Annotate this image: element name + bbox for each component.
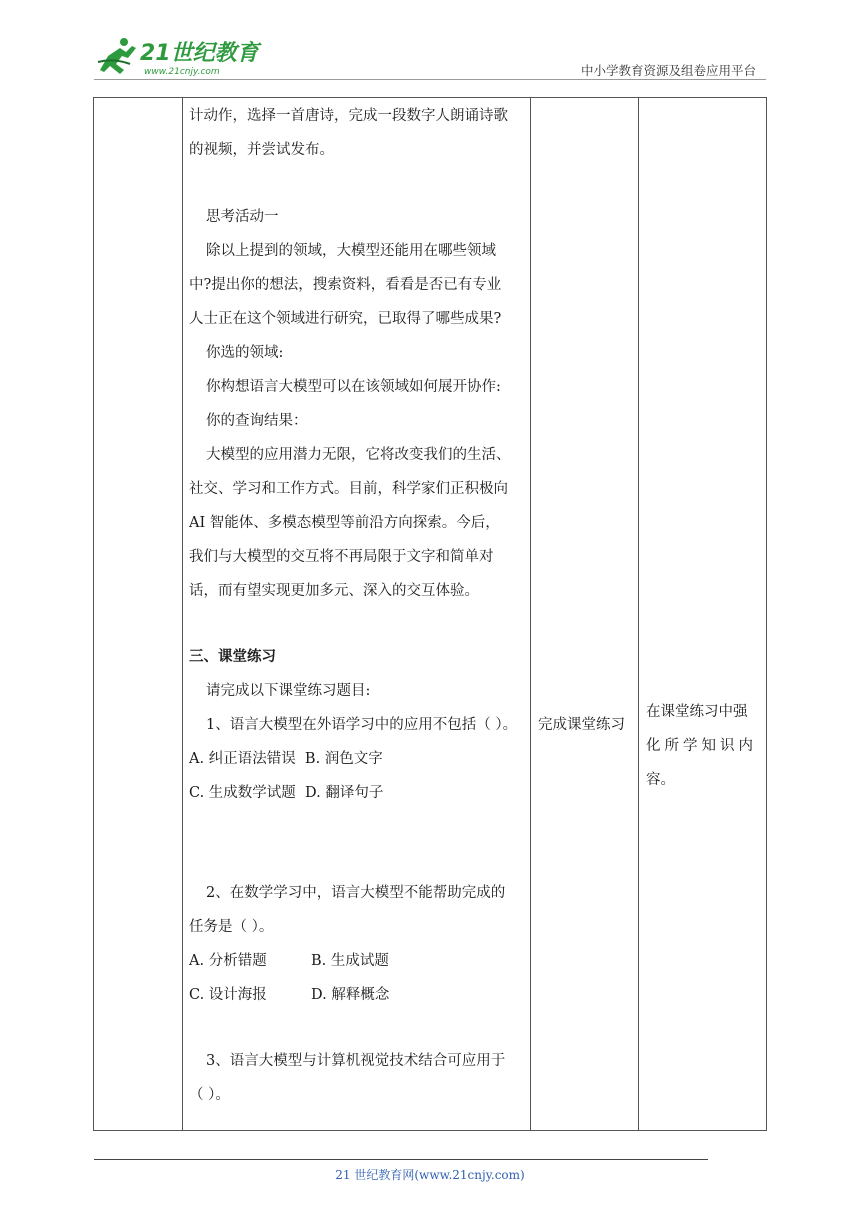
column-divider	[182, 98, 183, 1130]
option-row	[189, 783, 383, 803]
option-c: C. 生成数学试题	[189, 785, 296, 801]
logo-url: www.21cnjy.com	[144, 67, 220, 77]
logo-text: 21世纪教育	[140, 41, 259, 66]
option-c: C. 设计海报	[189, 987, 267, 1003]
content-line: 我们与大模型的交互将不再局限于文字和简单对	[189, 549, 494, 565]
option-a: A. 分析错题	[189, 953, 267, 969]
content-line: 除以上提到的领域，大模型还能用在哪些领域	[206, 243, 496, 259]
option-d: D. 解释概念	[311, 987, 390, 1003]
footer-divider	[94, 1159, 708, 1160]
content-line: 计动作，选择一首唐诗，完成一段数字人朗诵诗歌	[189, 108, 508, 124]
column-divider	[638, 98, 639, 1130]
design-intent	[646, 695, 760, 797]
content-line: 大模型的应用潜力无限，它将改变我们的生活、	[206, 447, 511, 463]
option-a: A. 纠正语法错误	[189, 751, 296, 767]
column-divider	[530, 98, 531, 1130]
option-b: B. 生成试题	[311, 953, 389, 969]
option-row	[189, 985, 389, 1005]
content-line: 话，而有望实现更加多元、深入的交互体验。	[189, 583, 479, 599]
platform-title: 中小学教育资源及组卷应用平台	[580, 63, 756, 78]
content-line: AI 智能体、多模态模型等前沿方向探索。今后，	[189, 515, 500, 531]
header-divider	[94, 79, 766, 80]
content-line: 你构想语言大模型可以在该领域如何展开协作:	[206, 379, 501, 395]
option-row	[189, 951, 389, 971]
site-logo	[94, 34, 264, 80]
design-intent-line: 化所学知识内	[646, 738, 757, 754]
question-2-cont: 任务是（ ）。	[189, 919, 274, 935]
student-activity: 完成课堂练习	[538, 717, 625, 733]
option-d: D. 翻译句子	[305, 785, 384, 801]
activity-title: 思考活动一	[206, 209, 279, 225]
option-b: B. 润色文字	[304, 751, 383, 767]
design-intent-line: 容。	[646, 772, 675, 788]
content-line: 的视频，并尝试发布。	[189, 142, 334, 158]
section-heading: 三、课堂练习	[189, 648, 276, 665]
footer-link[interactable]: 21 世纪教育网(www.21cnjy.com)	[335, 1168, 525, 1182]
runner-icon	[98, 38, 136, 74]
option-row	[189, 749, 383, 769]
content-line: 你选的领域:	[206, 345, 284, 361]
question-3-cont: （ ）。	[189, 1087, 230, 1103]
content-line: 社交、学习和工作方式。目前，科学家们正积极向	[189, 481, 508, 497]
question-1: 1、语言大模型在外语学习中的应用不包括（ ）。	[206, 717, 518, 733]
content-line: 中?提出你的想法，搜索资料，看看是否已有专业	[189, 277, 502, 293]
content-line: 人士正在这个领域进行研究，已取得了哪些成果?	[189, 311, 502, 327]
question-2: 2、在数学学习中，语言大模型不能帮助完成的	[206, 885, 506, 901]
design-intent-line	[646, 695, 758, 729]
question-3: 3、语言大模型与计算机视觉技术结合可应用于	[206, 1053, 506, 1069]
exercise-intro: 请完成以下课堂练习题目:	[206, 683, 371, 699]
content-line: 你的查询结果：	[206, 413, 308, 429]
design-intent-text: 在课堂练习中强	[646, 704, 748, 720]
